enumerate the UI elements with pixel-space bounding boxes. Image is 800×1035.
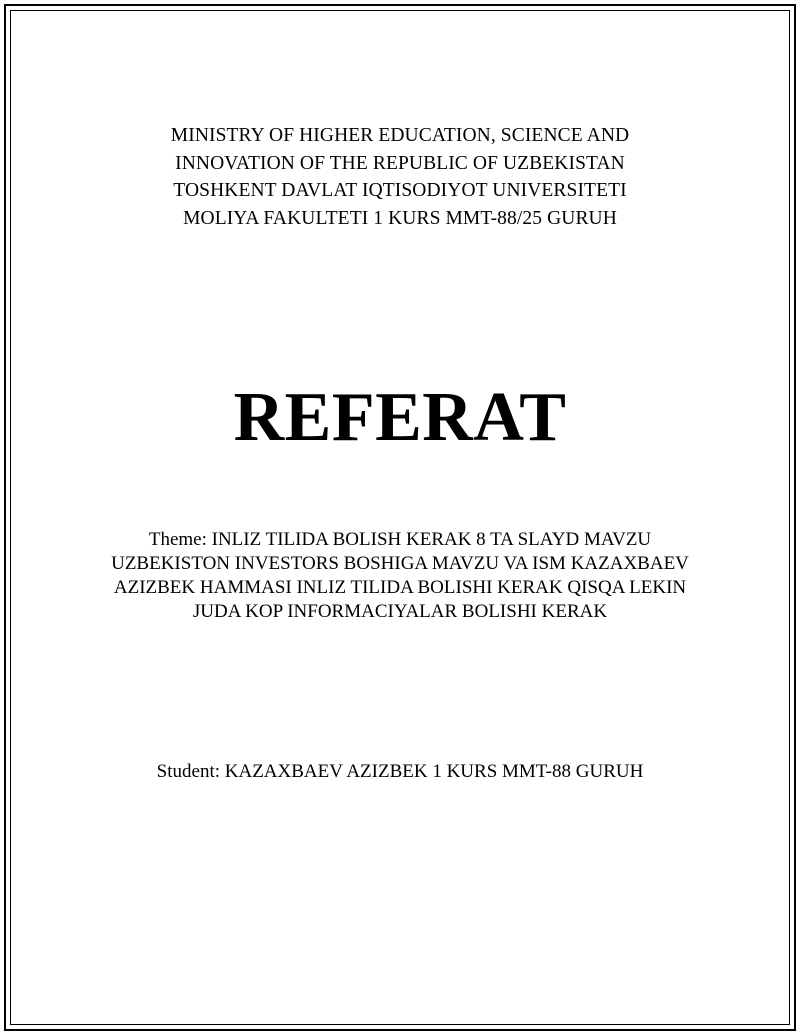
header-line: MINISTRY OF HIGHER EDUCATION, SCIENCE AND — [170, 125, 630, 146]
institution-header — [0, 122, 800, 232]
theme-line: JUDA KOP INFORMACIYALAR BOLISHI KERAK — [192, 601, 608, 622]
header-line: MOLIYA FAKULTETI 1 KURS MMT-88/25 GURUH — [183, 207, 617, 229]
header-line: TOSHKENT DAVLAT IQTISODIYOT UNIVERSITETI — [173, 180, 627, 201]
theme-line: AZIZBEK HAMMASI INLIZ TILIDA BOLISHI KERAK QISQA LEKIN — [113, 577, 687, 598]
theme-block — [0, 528, 800, 624]
theme-line: UZBEKISTON INVESTORS BOSHIGA MAVZU VA ISM KAZAXBAEV — [111, 553, 689, 574]
theme-line: Theme: INLIZ TILIDA BOLISH KERAK 8 TA SLAYD MAVZU — [148, 529, 652, 550]
header-line: INNOVATION OF THE REPUBLIC OF UZBEKISTAN — [175, 152, 625, 174]
document-title: REFERAT — [233, 379, 567, 456]
student-info: Student: KAZAXBAEV AZIZBEK 1 KURS MMT-88 GURUH — [156, 761, 644, 782]
